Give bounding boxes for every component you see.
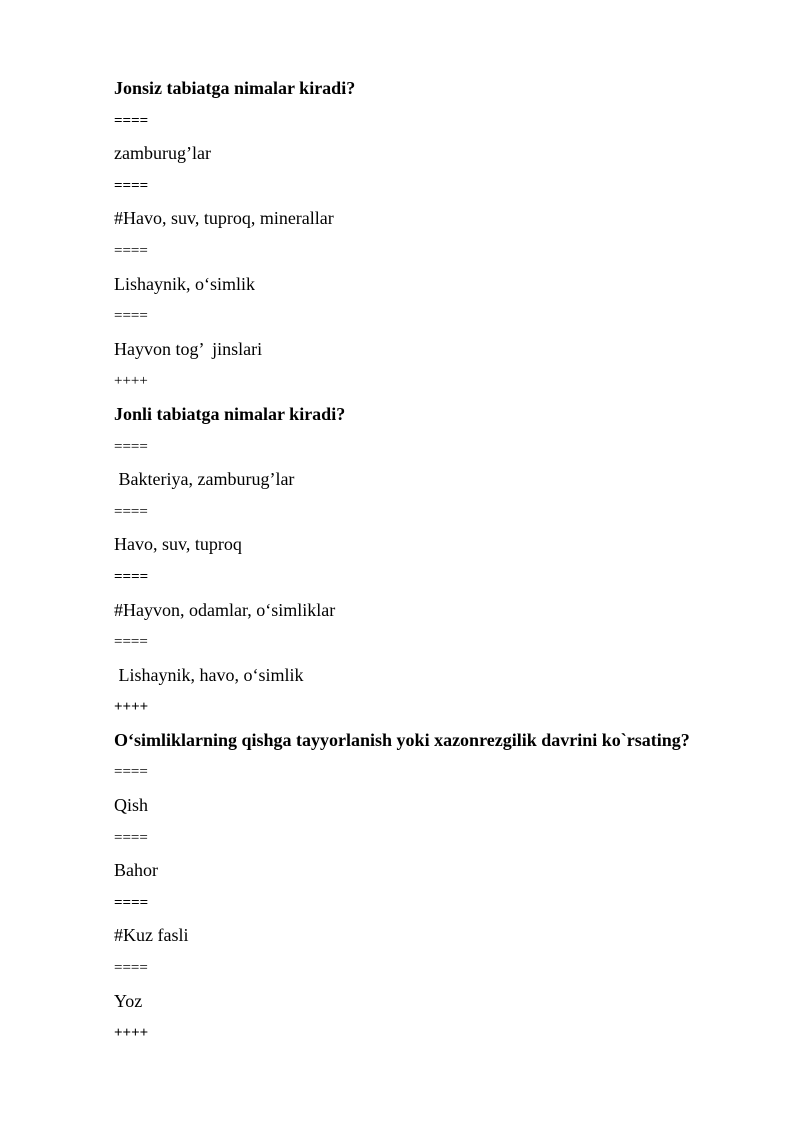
option-text: Bahor	[114, 860, 158, 881]
option-text: Lishaynik, o‘simlik	[114, 273, 255, 294]
option-separator: ====	[114, 438, 148, 455]
option-text: Lishaynik, havo, o‘simlik	[114, 664, 304, 685]
question-end-marker: ++++	[114, 373, 148, 390]
option-text: Hayvon tog’ jinslari	[114, 338, 263, 359]
option-separator: ====	[114, 829, 148, 846]
option-separator: ====	[114, 177, 149, 194]
option-text: Bakteriya, zamburug’lar	[114, 469, 295, 490]
option-separator: ====	[114, 894, 149, 911]
option-text: Qish	[114, 795, 149, 816]
option-separator: ====	[114, 764, 148, 781]
option-text: Havo, suv, tuproq	[114, 534, 242, 555]
option-text: #Kuz fasli	[114, 925, 189, 946]
option-separator: ====	[114, 568, 149, 585]
question-text: O‘simliklarning qishga tayyorlanish yoki xazonrezgilik davrini ko`rsating?	[114, 729, 690, 750]
option-separator: ====	[114, 503, 148, 520]
option-separator: ====	[114, 112, 149, 129]
question-end-marker: ++++	[114, 1025, 149, 1042]
option-separator: ====	[114, 634, 148, 651]
option-text: zamburug’lar	[114, 143, 211, 164]
option-separator: ====	[114, 308, 148, 325]
option-separator: ====	[114, 960, 148, 977]
option-text: #Havo, suv, tuproq, minerallar	[114, 208, 334, 229]
question-text: Jonsiz tabiatga nimalar kiradi?	[114, 78, 356, 98]
option-separator: ====	[114, 242, 148, 259]
question-text: Jonli tabiatga nimalar kiradi?	[114, 403, 346, 424]
option-text: #Hayvon, odamlar, o‘simliklar	[114, 599, 336, 620]
question-end-marker: ++++	[114, 699, 149, 716]
option-text: Yoz	[114, 990, 143, 1011]
document-body	[114, 75, 774, 1053]
